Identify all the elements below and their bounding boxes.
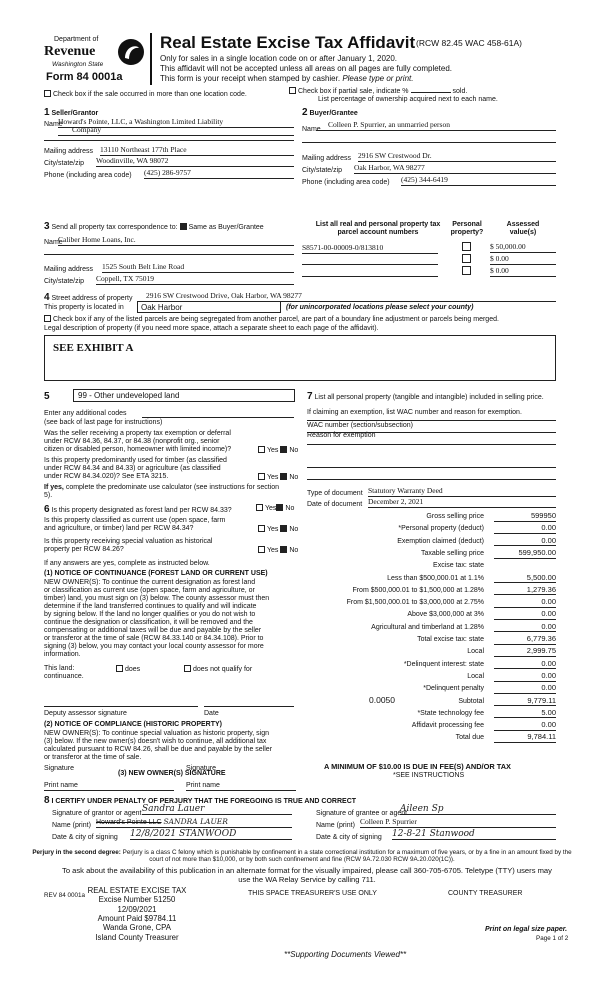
notice-compliance-heading: (2) NOTICE OF COMPLIANCE (HISTORIC PROPERTY)	[44, 721, 222, 728]
assessed-value-2[interactable]: $ 0.00	[490, 255, 556, 265]
certification-heading: 8 I CERTIFY UNDER PENALTY OF PERJURY THAT THE FOREGOING IS TRUE AND CORRECT	[44, 795, 357, 806]
treasurer-use-only: THIS SPACE TREASURER'S USE ONLY	[248, 890, 377, 897]
doc-type-field[interactable]: Statutory Warranty Deed	[368, 487, 556, 497]
calc-row	[300, 561, 556, 572]
segregated-check[interactable]: Check box if any of the listed parcels are being segregated from another parcel, are part of a boundary line adjustment or parcels being merged.	[44, 315, 499, 324]
calc-label: Agricultural and timberland at 1.28%	[371, 623, 484, 631]
calc-label: Taxable selling price	[420, 549, 484, 557]
calc-value[interactable]: 0.00	[494, 610, 556, 620]
calc-row	[300, 574, 556, 585]
same-as-buyer-checkbox[interactable]	[180, 223, 187, 230]
personal-checkbox-3[interactable]	[462, 266, 471, 275]
calc-label: *Delinquent penalty	[423, 685, 484, 693]
legal-description-box[interactable]	[44, 335, 556, 381]
doc-type-label: Type of document	[307, 490, 363, 497]
reason-field[interactable]	[307, 467, 556, 468]
calc-value[interactable]: 9,779.11	[494, 697, 556, 707]
calc-value[interactable]: 599950	[494, 512, 556, 522]
dept-label: Department of	[54, 36, 99, 43]
parcel-header: List all real and personal property tax parcel account numbers	[315, 221, 441, 237]
calc-label: Total due	[455, 734, 484, 742]
header-line-1: Only for sales in a single location code on or after January 1, 2020.	[160, 54, 398, 63]
personal-checkbox-2[interactable]	[462, 254, 471, 263]
calc-row	[300, 537, 556, 548]
owner-signature-line-1[interactable]	[44, 790, 174, 791]
calc-label: *Personal property (deduct)	[398, 525, 484, 533]
checkbox-icon	[280, 473, 287, 480]
alternate-format-note: To ask about the availability of this publication in an alternate format for the visually impaired, please call 360-705-6705. Teletype (TTY) users may use the WA Relay Service by calling 711.	[62, 866, 552, 884]
exemption-answer[interactable]: Yes No	[258, 446, 298, 455]
grantor-date-field[interactable]: 12/8/2021 STANWOOD	[130, 829, 292, 840]
seller-heading: 1 Seller/Grantor	[44, 107, 99, 118]
land-use-code-select[interactable]: 99 - Other undeveloped land	[73, 389, 295, 402]
calc-row	[300, 709, 556, 720]
legal-label: Legal description of property (if you need more space, attach a separate sheet to each page of the affidavit).	[44, 325, 379, 332]
logo-mark-icon	[116, 37, 146, 67]
grantee-date-field[interactable]: 12-8-21 Stanwood	[392, 829, 556, 840]
calc-label: Less than $500,000.01 at 1.1%	[387, 574, 484, 582]
dept-name: Revenue	[44, 44, 96, 59]
calc-value[interactable]: 6,779.36	[494, 635, 556, 645]
checkbox-icon	[280, 546, 287, 553]
seller-phone-label: Phone (including area code)	[44, 172, 132, 179]
calc-row	[300, 623, 556, 634]
historic-question: Is this property receiving special valuation as historical property per RCW 84.26?	[44, 538, 213, 554]
header-line-2: This affidavit will not be accepted unless all areas on all pages are fully completed.	[160, 64, 453, 73]
grantee-print-field[interactable]: Colleen P. Spurrier	[360, 818, 556, 828]
calc-row	[300, 610, 556, 621]
forest-question: 6 Is this property designated as forest land per RCW 84.33?	[44, 504, 232, 515]
calc-value[interactable]: 599,950.00	[494, 549, 556, 559]
parcel-row-1[interactable]: S8571-00-00009-0/813810	[302, 244, 438, 254]
timber-question: Is this property predominantly used for timber (as classified under RCW 84.34 and 84.33) or agriculture (as classified under RCW 84.34.020)? See ETA 3215.	[44, 457, 227, 481]
calc-label: *State technology fee	[417, 709, 484, 717]
checkbox-icon	[280, 525, 287, 532]
state-label: Washington State	[52, 61, 104, 68]
calc-value[interactable]: 0.00	[494, 537, 556, 547]
personal-property-question: 7 List all personal property (tangible and intangible) included in selling price.	[307, 391, 544, 402]
checkbox-icon	[280, 446, 287, 453]
grantee-signature[interactable]: Aileen Sp	[400, 804, 556, 815]
additional-codes-label: Enter any additional codes	[44, 410, 127, 417]
calc-label: Above $3,000,000 at 3%	[407, 611, 484, 619]
treasurer-stamp: REAL ESTATE EXCISE TAX Excise Number 51250 12/09/2021 Amount Paid $9784.11 Wanda Grone, CPA Island County Treasurer	[87, 886, 187, 942]
buyer-city-label: City/state/zip	[302, 167, 343, 174]
seller-city-label: City/state/zip	[44, 160, 85, 167]
rev-number: REV 84 0001a	[44, 892, 85, 899]
calc-value[interactable]: 1,279.36	[494, 586, 556, 596]
parcel-row-2[interactable]	[302, 264, 438, 265]
current-use-answer[interactable]: Yes No	[258, 525, 298, 534]
checkbox-icon	[258, 473, 265, 480]
owner-print-label-1: Print name	[44, 782, 78, 789]
calc-row	[300, 672, 556, 683]
additional-codes-note: (see back of last page for instructions)	[44, 419, 163, 426]
does-qualify-check[interactable]: does	[116, 665, 140, 674]
county-treasurer: COUNTY TREASURER	[448, 890, 523, 897]
header-divider	[150, 33, 152, 85]
this-land-label: This land: continuance.	[44, 665, 84, 681]
buyer-mail-label: Mailing address	[302, 155, 352, 162]
calc-row	[300, 697, 556, 708]
calc-row	[300, 635, 556, 646]
checkbox-icon	[116, 665, 123, 672]
calc-value[interactable]: 0.00	[494, 672, 556, 682]
send-mail-label: Mailing address	[44, 266, 94, 273]
calc-row	[300, 524, 556, 535]
seller-mail-label: Mailing address	[44, 148, 94, 155]
new-owner-signature-heading: (3) NEW OWNER(S) SIGNATURE	[118, 770, 226, 777]
notice-continuance-heading: (1) NOTICE OF CONTINUANCE (FOREST LAND OR CURRENT USE)	[44, 570, 268, 577]
location-select[interactable]: Oak Harbor	[137, 301, 281, 313]
timber-if-yes: If yes, complete the predominate use calculator (see instructions for section 5).	[44, 484, 280, 500]
calc-value[interactable]: 5,500.00	[494, 574, 556, 584]
assessed-value-1[interactable]: $ 50,000.00	[490, 243, 556, 253]
header-line-3: This form is your receipt when stamped by cashier. Please type or print.	[160, 74, 414, 83]
does-not-qualify-check[interactable]: does not qualify for	[184, 665, 252, 674]
send-city-field[interactable]: Coppell, TX 75019	[96, 275, 294, 285]
calc-value[interactable]: 0.00	[494, 524, 556, 534]
grantee-print-label: Name (print)	[316, 822, 355, 829]
send-name-label: Name	[44, 239, 63, 246]
seller-name-label: Name	[44, 121, 63, 128]
deputy-signature-label: Deputy assessor signature	[44, 710, 127, 717]
owner-signature-line-2[interactable]	[186, 790, 296, 791]
calc-label: From $500,000.01 to $1,500,000 at 1.28%	[352, 586, 484, 594]
checkbox-icon	[289, 87, 296, 94]
seller-name-field-2[interactable]: Company	[58, 126, 294, 136]
any-yes-note: If any answers are yes, complete as instructed below.	[44, 560, 210, 567]
deputy-date-line[interactable]	[204, 706, 294, 707]
see-instructions: *SEE INSTRUCTIONS	[393, 772, 465, 779]
grantor-signature-label: Signature of grantor or agent	[52, 810, 142, 817]
buyer-heading: 2 Buyer/Grantee	[302, 107, 358, 118]
historic-answer[interactable]: Yes No	[258, 546, 298, 555]
calc-row	[300, 549, 556, 560]
form-title: Real Estate Excise Tax Affidavit	[160, 33, 416, 52]
street-address-row: 4 Street address of property	[44, 292, 133, 303]
location-label: This property is located in	[44, 304, 124, 311]
owner-signature-label-1: Signature	[44, 765, 74, 772]
supporting-docs: **Supporting Documents Viewed**	[284, 950, 407, 959]
exemption-claim-label: If claiming an exemption, list WAC number and reason for exemption.	[307, 409, 522, 416]
send-name-field[interactable]: Caliber Home Loans, Inc.	[58, 236, 294, 246]
deputy-date-label: Date	[204, 710, 219, 717]
personal-property-field-3[interactable]	[307, 444, 556, 445]
calc-row	[300, 721, 556, 732]
doc-date-label: Date of document	[307, 501, 363, 508]
calc-row	[300, 684, 556, 695]
personal-checkbox-1[interactable]	[462, 242, 471, 251]
rule	[44, 140, 294, 141]
doc-date-field[interactable]: December 2, 2021	[368, 498, 556, 508]
buyer-phone-label: Phone (including area code)	[302, 179, 390, 186]
send-mail-field[interactable]: 1525 South Belt Line Road	[102, 263, 294, 273]
exemption-question: Was the seller receiving a property tax exemption or deferral under RCW 84.36, 84.37, or 84.38 (nonprofit org., senior citizen or disabled person, homeowner with limited income)?	[44, 430, 232, 454]
personal-header: Personal property?	[450, 221, 484, 237]
calc-label: Total excise tax: state	[417, 636, 484, 643]
buyer-name-label: Name	[302, 126, 321, 133]
assessed-header: Assessed value(s)	[506, 221, 540, 237]
checkbox-icon	[258, 525, 265, 532]
calc-row	[300, 660, 556, 671]
owner-print-label-2: Print name	[186, 782, 220, 789]
buyer-phone-field[interactable]: (425) 344-6419	[401, 176, 556, 186]
calc-label: Exemption claimed (deduct)	[397, 537, 484, 545]
seller-phone-field[interactable]: (425) 286-9757	[144, 169, 294, 179]
send-city-label: City/state/zip	[44, 278, 85, 285]
rule	[302, 142, 556, 143]
assessed-value-3[interactable]: $ 0.00	[490, 267, 556, 277]
deputy-signature-line[interactable]	[44, 706, 198, 707]
grantor-signature[interactable]: Sandra Lauer	[142, 804, 292, 815]
perjury-notice: Perjury in the second degree: Perjury is a class C felony which is punishable by confinement in a state correctional institution for a maximum of five years, or by a fine in an amount fixed by the court of not more than $10,000, or by both such confinement and fine (RCW 9A.72.030 RCW 9A.20.020(1C)).	[32, 849, 572, 864]
seller-name-field[interactable]: Howard's Pointe, LLC, a Washington Limited Liability	[58, 118, 294, 128]
buyer-name-field[interactable]: Colleen P. Spurrier, an unmarried person	[316, 121, 556, 131]
form-statute: (RCW 82.45 WAC 458-61A)	[416, 38, 522, 48]
additional-codes-field[interactable]	[142, 417, 294, 418]
checkbox-icon	[276, 504, 283, 511]
calc-value[interactable]: 0.00	[494, 684, 556, 694]
forest-answer[interactable]: Yes No	[256, 504, 294, 513]
calc-row	[300, 586, 556, 597]
send-heading: 3 Send all property tax correspondence to: Same as Buyer/Grantee	[44, 221, 264, 232]
checkbox-icon	[258, 546, 265, 553]
minimum-due-note: A MINIMUM OF $10.00 IS DUE IN FEE(S) AND/OR TAX	[324, 762, 511, 771]
calc-value[interactable]: 0.00	[494, 660, 556, 670]
rule	[44, 254, 294, 255]
calc-label: Excise tax: state	[433, 562, 484, 570]
legal-description-text: SEE EXHIBIT A	[53, 342, 134, 354]
calc-value[interactable]: 2,999.75	[494, 647, 556, 657]
seller-mail-field[interactable]: 13110 Northeast 177th Place	[100, 146, 294, 156]
street-address-field[interactable]: 2916 SW Crestwood Drive, Oak Harbor, WA 98277	[146, 292, 556, 302]
reason-field-2[interactable]	[307, 479, 556, 480]
owner-signature-label-2: Signature	[186, 765, 216, 772]
parcel-row-3[interactable]	[302, 276, 438, 277]
calc-row	[300, 733, 556, 744]
reason-label: Reason for exemption	[307, 432, 376, 439]
local-rate: 0.0050	[369, 695, 395, 705]
partial-sale-check[interactable]: Check box if partial sale, indicate % sold.	[289, 87, 467, 96]
calc-label: Gross selling price	[426, 513, 484, 520]
checkbox-icon	[258, 446, 265, 453]
seller-city-field[interactable]: Woodinville, WA 98072	[96, 157, 294, 167]
buyer-city-field[interactable]: Oak Harbor, WA 98277	[354, 164, 556, 174]
calc-row	[300, 647, 556, 658]
personal-property-field-1[interactable]	[307, 420, 556, 421]
grantee-date-label: Date & city of signing	[316, 834, 382, 841]
notice-compliance-text: NEW OWNER(S): To continue special valuation as historic property, sign (3) below. If the new owner(s) doesn't wish to continue, all additional tax calculated pursuant to RCW 84.26, shall be due and payable by the seller or transferor at the time of sale.	[44, 730, 273, 762]
section-5-number: 5	[44, 391, 50, 402]
grantor-date-label: Date & city of signing	[52, 834, 118, 841]
multi-location-check[interactable]: Check box if the sale occurred in more than one location code.	[44, 90, 247, 99]
notice-continuance-text: NEW OWNER(S): To continue the current designation as forest land or classification as current use (open space, farm and agriculture, or timber) land, you must sign on (3) below. The county assessor must then determine if the land transferred continues to qualify and will indicate by signing below. If the land no longer qualifies or you do not wish to continue the designation or classification, it will be removed and the compensating or additional taxes will be due and payable by the seller or transferor at the time of sale (RCW 84.33.140 or 84.34.108). Prior to signing (3) below, you may contact your local county assessor for more information.	[44, 579, 270, 659]
calc-label: *Delinquent interest: state	[403, 660, 484, 668]
calc-value[interactable]: 0.00	[494, 721, 556, 731]
current-use-question: Is this property classified as current use (open space, farm and agriculture, or timber) land per RCW 84.34?	[44, 517, 226, 533]
checkbox-icon	[184, 665, 191, 672]
calc-value[interactable]: 0.00	[494, 598, 556, 608]
checkbox-icon	[44, 90, 51, 97]
calc-label: Local	[467, 672, 484, 680]
calc-row	[300, 512, 556, 523]
wac-label: WAC number (section/subsection)	[307, 422, 413, 429]
grantee-signature-label: Signature of grantee or agent	[316, 810, 408, 817]
calc-label: Subtotal	[458, 697, 484, 705]
form-number: Form 84 0001a	[46, 71, 123, 83]
location-note: (for unincorporated locations please select your county)	[286, 304, 474, 311]
grantor-print-field[interactable]: Howard's Pointe LLC SANDRA LAUER	[96, 818, 292, 828]
buyer-mail-field[interactable]: 2916 SW Crestwood Dr.	[358, 152, 556, 162]
grantor-print-label: Name (print)	[52, 822, 91, 829]
calc-label: Local	[467, 648, 484, 656]
percentage-note: List percentage of ownership acquired next to each name.	[318, 96, 498, 103]
calc-label: From $1,500,000.01 to $3,000,000 at 2.75%	[346, 599, 484, 607]
timber-answer[interactable]: Yes No	[258, 473, 298, 482]
calc-label: Affidavit processing fee	[411, 722, 484, 730]
legal-size-note: Print on legal size paper.	[485, 926, 568, 933]
checkbox-icon	[44, 315, 51, 322]
checkbox-icon	[256, 504, 263, 511]
calc-value[interactable]: 5.00	[494, 709, 556, 719]
calc-value[interactable]: 0.00	[494, 623, 556, 633]
calc-row	[300, 598, 556, 609]
page-number: Page 1 of 2	[536, 935, 569, 942]
calc-value[interactable]: 9,784.11	[494, 733, 556, 743]
